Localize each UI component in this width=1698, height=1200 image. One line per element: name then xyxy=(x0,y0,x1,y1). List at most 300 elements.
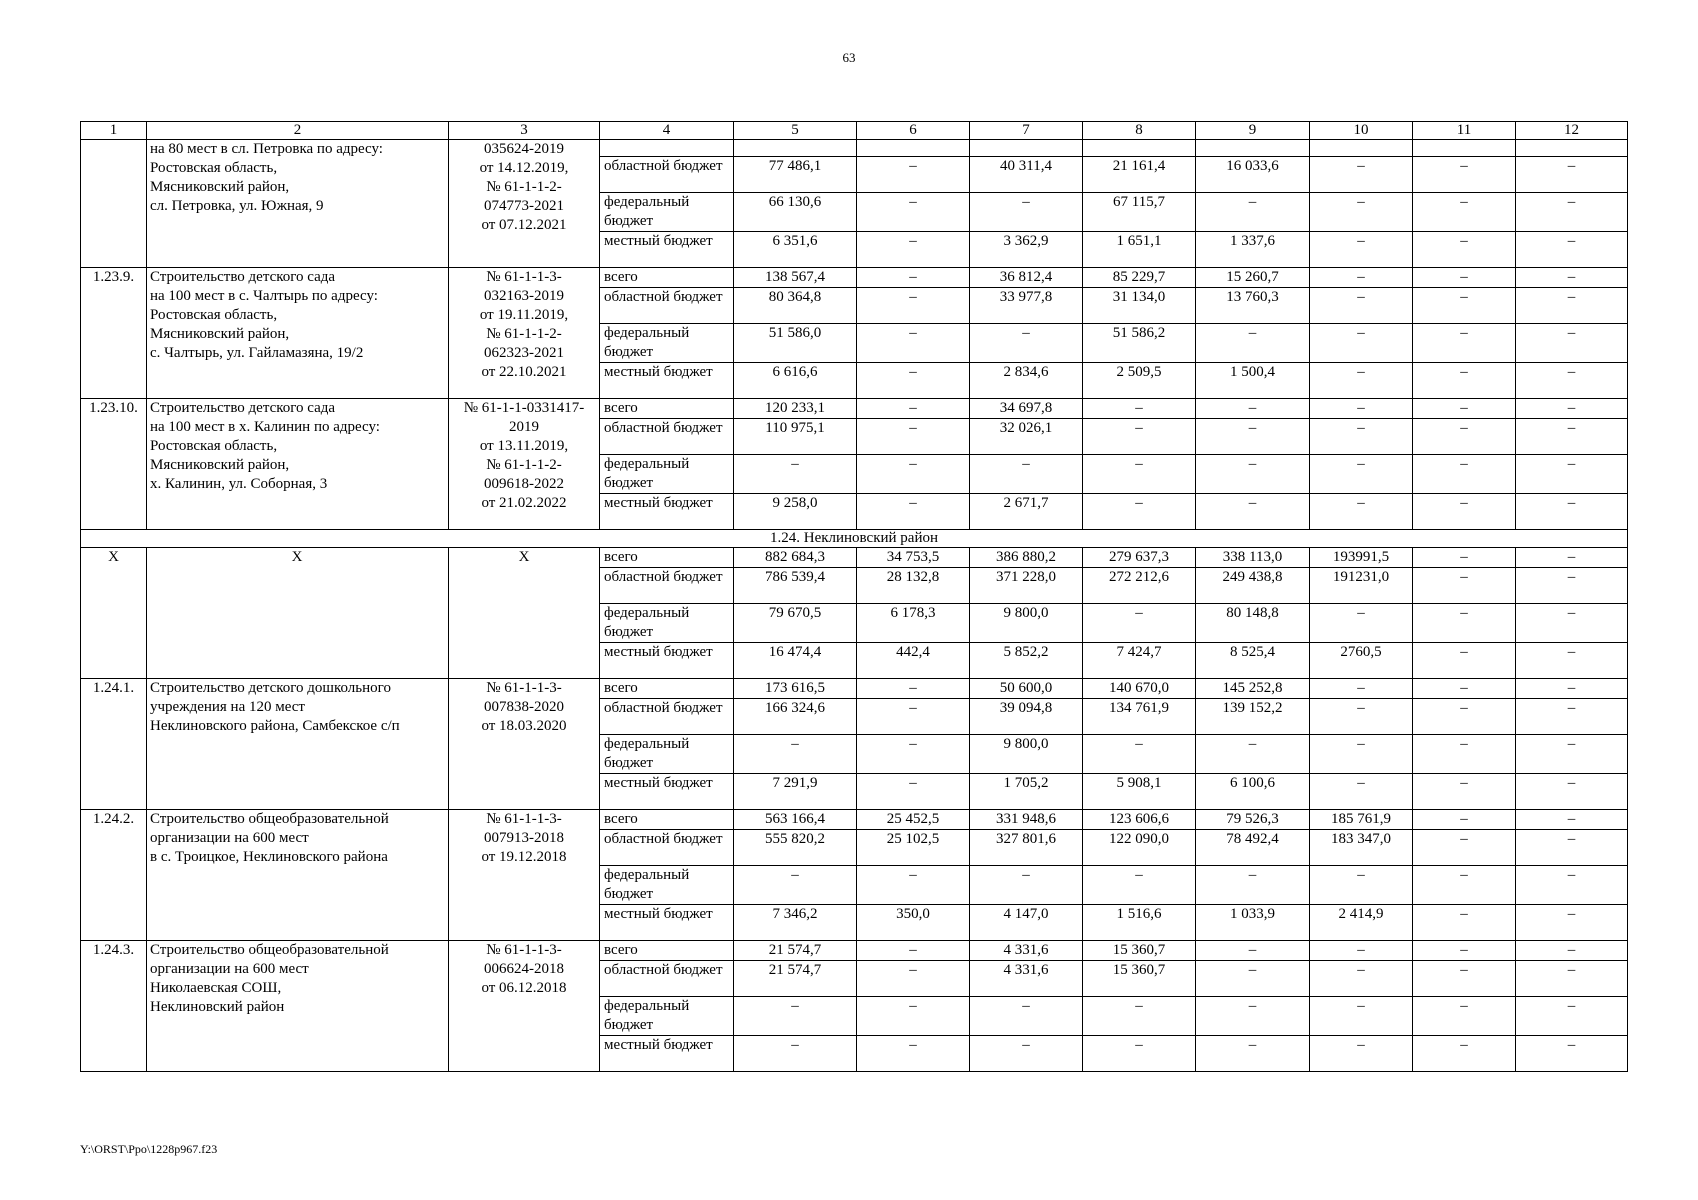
amount-cell: 34 753,5 xyxy=(857,548,970,568)
object-name xyxy=(147,140,449,268)
table-row xyxy=(81,548,1628,568)
budget-source: федеральный бюджет xyxy=(600,735,734,774)
object-name-line: организации на 600 мест xyxy=(150,961,309,977)
amount-cell: – xyxy=(857,774,970,810)
budget-source: областной бюджет xyxy=(600,699,734,735)
amount-cell: – xyxy=(1413,157,1516,193)
amount-cell: 183 347,0 xyxy=(1310,830,1413,866)
amount-cell: 140 670,0 xyxy=(1083,679,1196,699)
header-col-3: 3 xyxy=(449,122,600,140)
item-code: Х xyxy=(81,548,147,679)
amount-cell: 16 033,6 xyxy=(1196,157,1310,193)
permit-line: от 21.02.2022 xyxy=(481,495,567,511)
budget-source: федеральный бюджет xyxy=(600,604,734,643)
permit-line: от 14.12.2019, xyxy=(479,160,569,176)
amount-cell: 21 574,7 xyxy=(734,961,857,997)
amount-cell: 36 812,4 xyxy=(970,268,1083,288)
permit-line: № 61-1-1-2- xyxy=(486,179,562,195)
amount-cell: 7 346,2 xyxy=(734,905,857,941)
budget-source: федеральный бюджет xyxy=(600,324,734,363)
amount-cell: 139 152,2 xyxy=(1196,699,1310,735)
amount-cell: 4 331,6 xyxy=(970,961,1083,997)
budget-source: областной бюджет xyxy=(600,568,734,604)
budget-source xyxy=(600,140,734,157)
amount-cell: – xyxy=(1196,997,1310,1036)
amount-cell: – xyxy=(1413,604,1516,643)
amount-cell: – xyxy=(1516,548,1628,568)
amount-cell: – xyxy=(1516,288,1628,324)
permit-line: № 61-1-1-2- xyxy=(486,326,562,342)
amount-cell: 25 102,5 xyxy=(857,830,970,866)
amount-cell: – xyxy=(1310,997,1413,1036)
amount-cell: 79 526,3 xyxy=(1196,810,1310,830)
amount-cell: 8 525,4 xyxy=(1196,643,1310,679)
amount-cell: – xyxy=(1413,830,1516,866)
item-code xyxy=(81,140,147,268)
amount-cell: 9 800,0 xyxy=(970,735,1083,774)
amount-cell: – xyxy=(1413,1036,1516,1072)
table-row xyxy=(81,140,1628,157)
amount-cell: – xyxy=(1516,324,1628,363)
budget-source: областной бюджет xyxy=(600,288,734,324)
permit-line: от 13.11.2019, xyxy=(479,438,569,454)
amount-cell: 272 212,6 xyxy=(1083,568,1196,604)
amount-cell: 80 364,8 xyxy=(734,288,857,324)
header-col-11: 11 xyxy=(1413,122,1516,140)
permit-line: от 22.10.2021 xyxy=(481,364,567,380)
permit-line: № 61-1-1-3- xyxy=(486,811,562,827)
amount-cell: 7 424,7 xyxy=(1083,643,1196,679)
object-name-line: Х xyxy=(291,549,303,565)
amount-cell: – xyxy=(1516,679,1628,699)
budget-source: местный бюджет xyxy=(600,232,734,268)
section-row xyxy=(81,530,1628,548)
amount-cell: – xyxy=(1196,735,1310,774)
amount-cell: 1 337,6 xyxy=(1196,232,1310,268)
amount-cell: – xyxy=(1310,419,1413,455)
permit-line: 035624-2019 xyxy=(484,141,564,157)
amount-cell: 2 834,6 xyxy=(970,363,1083,399)
amount-cell: 66 130,6 xyxy=(734,193,857,232)
amount-cell: 193991,5 xyxy=(1310,548,1413,568)
amount-cell: – xyxy=(1083,455,1196,494)
amount-cell: 79 670,5 xyxy=(734,604,857,643)
object-name-line: Строительство детского дошкольного xyxy=(150,680,391,696)
amount-cell: 173 616,5 xyxy=(734,679,857,699)
permit-line: 006624-2018 xyxy=(484,961,564,977)
amount-cell: 120 233,1 xyxy=(734,399,857,419)
permit-line: 007913-2018 xyxy=(484,830,564,846)
header-col-10: 10 xyxy=(1310,122,1413,140)
amount-cell: – xyxy=(1516,568,1628,604)
item-code: 1.23.10. xyxy=(81,399,147,530)
budget-source: местный бюджет xyxy=(600,494,734,530)
amount-cell xyxy=(1310,140,1413,157)
amount-cell: – xyxy=(1413,699,1516,735)
amount-cell: – xyxy=(857,363,970,399)
amount-cell: – xyxy=(1310,774,1413,810)
amount-cell: – xyxy=(857,288,970,324)
amount-cell: 85 229,7 xyxy=(1083,268,1196,288)
budget-source: местный бюджет xyxy=(600,643,734,679)
amount-cell: 31 134,0 xyxy=(1083,288,1196,324)
amount-cell: – xyxy=(1196,419,1310,455)
amount-cell: 110 975,1 xyxy=(734,419,857,455)
amount-cell: – xyxy=(857,419,970,455)
permit-line: 074773-2021 xyxy=(484,198,564,214)
amount-cell xyxy=(1083,140,1196,157)
budget-source: всего xyxy=(600,679,734,699)
permit-details xyxy=(449,679,600,810)
amount-cell: – xyxy=(1413,399,1516,419)
amount-cell: – xyxy=(1413,568,1516,604)
header-col-9: 9 xyxy=(1196,122,1310,140)
amount-cell: 3 362,9 xyxy=(970,232,1083,268)
amount-cell xyxy=(734,140,857,157)
amount-cell: – xyxy=(1516,941,1628,961)
amount-cell: 1 651,1 xyxy=(1083,232,1196,268)
object-name-line: на 100 мест в х. Калинин по адресу: xyxy=(150,419,380,435)
amount-cell: – xyxy=(1413,941,1516,961)
permit-details xyxy=(449,268,600,399)
amount-cell: 350,0 xyxy=(857,905,970,941)
amount-cell: – xyxy=(1516,1036,1628,1072)
budget-source: всего xyxy=(600,268,734,288)
amount-cell: 145 252,8 xyxy=(1196,679,1310,699)
amount-cell: 51 586,2 xyxy=(1083,324,1196,363)
amount-cell: 123 606,6 xyxy=(1083,810,1196,830)
amount-cell: – xyxy=(857,455,970,494)
amount-cell: – xyxy=(1413,324,1516,363)
table-row xyxy=(81,268,1628,288)
object-name-line: Мясниковский район, xyxy=(150,179,290,195)
permit-line: 2019 xyxy=(509,419,539,435)
amount-cell: 4 331,6 xyxy=(970,941,1083,961)
header-row xyxy=(81,122,1628,140)
table-row xyxy=(81,399,1628,419)
amount-cell: 338 113,0 xyxy=(1196,548,1310,568)
amount-cell: – xyxy=(857,157,970,193)
item-code: 1.23.9. xyxy=(81,268,147,399)
amount-cell: – xyxy=(970,997,1083,1036)
object-name xyxy=(147,399,449,530)
object-name xyxy=(147,268,449,399)
budget-source: областной бюджет xyxy=(600,419,734,455)
header-col-12: 12 xyxy=(1516,122,1628,140)
object-name-line: Ростовская область, xyxy=(150,160,278,176)
amount-cell: 77 486,1 xyxy=(734,157,857,193)
amount-cell: 15 260,7 xyxy=(1196,268,1310,288)
permit-line: 032163-2019 xyxy=(484,288,564,304)
amount-cell xyxy=(1516,140,1628,157)
amount-cell: – xyxy=(857,941,970,961)
amount-cell: – xyxy=(857,232,970,268)
amount-cell: – xyxy=(1310,699,1413,735)
amount-cell: – xyxy=(1196,1036,1310,1072)
amount-cell: 138 567,4 xyxy=(734,268,857,288)
permit-line: от 07.12.2021 xyxy=(481,217,567,233)
amount-cell: – xyxy=(1413,419,1516,455)
budget-source: федеральный бюджет xyxy=(600,997,734,1036)
amount-cell: 15 360,7 xyxy=(1083,941,1196,961)
amount-cell: 134 761,9 xyxy=(1083,699,1196,735)
amount-cell: – xyxy=(1083,997,1196,1036)
amount-cell: – xyxy=(1310,961,1413,997)
amount-cell: – xyxy=(1196,324,1310,363)
amount-cell: – xyxy=(1413,548,1516,568)
amount-cell: 2760,5 xyxy=(1310,643,1413,679)
amount-cell xyxy=(1413,140,1516,157)
permit-line: 007838-2020 xyxy=(484,699,564,715)
amount-cell: 16 474,4 xyxy=(734,643,857,679)
amount-cell: 67 115,7 xyxy=(1083,193,1196,232)
amount-cell: 166 324,6 xyxy=(734,699,857,735)
amount-cell: – xyxy=(734,1036,857,1072)
amount-cell: – xyxy=(1083,419,1196,455)
amount-cell: – xyxy=(1413,905,1516,941)
amount-cell: 122 090,0 xyxy=(1083,830,1196,866)
amount-cell xyxy=(970,140,1083,157)
object-name-line: Строительство общеобразовательной xyxy=(150,942,389,958)
header-col-4: 4 xyxy=(600,122,734,140)
amount-cell: 191231,0 xyxy=(1310,568,1413,604)
budget-source: всего xyxy=(600,941,734,961)
amount-cell: – xyxy=(1196,866,1310,905)
amount-cell: – xyxy=(1310,193,1413,232)
budget-table xyxy=(80,121,1628,1072)
amount-cell: – xyxy=(1310,324,1413,363)
object-name-line: на 100 мест в с. Чалтырь по адресу: xyxy=(150,288,378,304)
permit-line: Х xyxy=(518,549,530,565)
amount-cell: 28 132,8 xyxy=(857,568,970,604)
item-code: 1.24.2. xyxy=(81,810,147,941)
permit-line: № 61-1-1-3- xyxy=(486,942,562,958)
object-name xyxy=(147,810,449,941)
permit-line: от 06.12.2018 xyxy=(481,980,567,996)
permit-line: № 61-1-1-3- xyxy=(486,680,562,696)
amount-cell: – xyxy=(734,866,857,905)
amount-cell: – xyxy=(857,866,970,905)
amount-cell: – xyxy=(1310,232,1413,268)
amount-cell: – xyxy=(1516,399,1628,419)
permit-line: 062323-2021 xyxy=(484,345,564,361)
amount-cell: 5 908,1 xyxy=(1083,774,1196,810)
amount-cell: – xyxy=(1083,866,1196,905)
amount-cell: 21 574,7 xyxy=(734,941,857,961)
amount-cell: – xyxy=(1310,157,1413,193)
amount-cell: 555 820,2 xyxy=(734,830,857,866)
amount-cell: – xyxy=(1516,193,1628,232)
header-col-7: 7 xyxy=(970,122,1083,140)
amount-cell: 249 438,8 xyxy=(1196,568,1310,604)
amount-cell: – xyxy=(1413,679,1516,699)
amount-cell: – xyxy=(1413,232,1516,268)
amount-cell: 80 148,8 xyxy=(1196,604,1310,643)
amount-cell: – xyxy=(1516,494,1628,530)
object-name-line: Мясниковский район, xyxy=(150,457,290,473)
amount-cell: – xyxy=(970,866,1083,905)
footer-file-path: Y:\ORST\Ppo\1228p967.f23 xyxy=(80,1142,218,1156)
amount-cell: – xyxy=(1413,997,1516,1036)
amount-cell: – xyxy=(1516,997,1628,1036)
object-name xyxy=(147,941,449,1072)
permit-line: № 61-1-1-3- xyxy=(486,269,562,285)
amount-cell: – xyxy=(1310,399,1413,419)
amount-cell: 371 228,0 xyxy=(970,568,1083,604)
object-name-line: Мясниковский район, xyxy=(150,326,290,342)
table-row xyxy=(81,679,1628,699)
amount-cell: – xyxy=(1196,941,1310,961)
amount-cell: 6 178,3 xyxy=(857,604,970,643)
amount-cell: – xyxy=(1196,494,1310,530)
amount-cell: 2 414,9 xyxy=(1310,905,1413,941)
object-name-line: Неклиновского района, Самбекское с/п xyxy=(150,718,400,734)
object-name-line: на 80 мест в сл. Петровка по адресу: xyxy=(150,141,383,157)
amount-cell: – xyxy=(1516,735,1628,774)
budget-source: местный бюджет xyxy=(600,363,734,399)
amount-cell: 563 166,4 xyxy=(734,810,857,830)
amount-cell: – xyxy=(1516,774,1628,810)
object-name-line: учреждения на 120 мест xyxy=(150,699,305,715)
item-code: 1.24.3. xyxy=(81,941,147,1072)
header-col-5: 5 xyxy=(734,122,857,140)
amount-cell: – xyxy=(857,997,970,1036)
amount-cell: – xyxy=(734,735,857,774)
budget-source: местный бюджет xyxy=(600,1036,734,1072)
amount-cell: 7 291,9 xyxy=(734,774,857,810)
permit-line: № 61-1-1-0331417- xyxy=(463,400,585,416)
permit-line: 009618-2022 xyxy=(484,476,564,492)
amount-cell: – xyxy=(1310,941,1413,961)
amount-cell: – xyxy=(1516,419,1628,455)
page-number: 63 xyxy=(842,50,856,65)
amount-cell: – xyxy=(1310,866,1413,905)
object-name-line: организации на 600 мест xyxy=(150,830,309,846)
amount-cell: – xyxy=(1413,193,1516,232)
amount-cell: – xyxy=(1413,494,1516,530)
amount-cell: 2 671,7 xyxy=(970,494,1083,530)
amount-cell: – xyxy=(1413,866,1516,905)
amount-cell: 33 977,8 xyxy=(970,288,1083,324)
amount-cell: 786 539,4 xyxy=(734,568,857,604)
amount-cell: – xyxy=(1196,193,1310,232)
amount-cell: 32 026,1 xyxy=(970,419,1083,455)
budget-source: местный бюджет xyxy=(600,774,734,810)
amount-cell: – xyxy=(1516,961,1628,997)
table-body xyxy=(81,122,1628,1072)
budget-source: федеральный бюджет xyxy=(600,455,734,494)
table-row xyxy=(81,941,1628,961)
object-name-line: с. Чалтырь, ул. Гайламазяна, 19/2 xyxy=(150,345,364,361)
permit-details xyxy=(449,140,600,268)
amount-cell: – xyxy=(1310,604,1413,643)
amount-cell: 279 637,3 xyxy=(1083,548,1196,568)
amount-cell: 50 600,0 xyxy=(970,679,1083,699)
object-name-line: Ростовская область, xyxy=(150,438,278,454)
amount-cell: 1 033,9 xyxy=(1196,905,1310,941)
amount-cell: – xyxy=(1516,232,1628,268)
amount-cell: – xyxy=(857,679,970,699)
header-col-1: 1 xyxy=(81,122,147,140)
amount-cell: 1 705,2 xyxy=(970,774,1083,810)
amount-cell: 15 360,7 xyxy=(1083,961,1196,997)
budget-source: областной бюджет xyxy=(600,961,734,997)
amount-cell: – xyxy=(734,997,857,1036)
amount-cell: – xyxy=(734,455,857,494)
amount-cell: 78 492,4 xyxy=(1196,830,1310,866)
amount-cell: – xyxy=(857,193,970,232)
amount-cell xyxy=(1196,140,1310,157)
amount-cell: 39 094,8 xyxy=(970,699,1083,735)
amount-cell: – xyxy=(1196,961,1310,997)
amount-cell: – xyxy=(1083,735,1196,774)
budget-source: федеральный бюджет xyxy=(600,866,734,905)
object-name-line: в с. Троицкое, Неклиновского района xyxy=(150,849,388,865)
permit-line: № 61-1-1-2- xyxy=(486,457,562,473)
object-name-line: Ростовская область, xyxy=(150,307,278,323)
amount-cell: – xyxy=(1083,604,1196,643)
amount-cell: – xyxy=(1413,810,1516,830)
object-name-line: Строительство детского сада xyxy=(150,400,336,416)
amount-cell: – xyxy=(1516,455,1628,494)
amount-cell: – xyxy=(1516,643,1628,679)
object-name-line: Неклиновский район xyxy=(150,999,285,1015)
amount-cell: 185 761,9 xyxy=(1310,810,1413,830)
amount-cell: – xyxy=(1413,363,1516,399)
permit-details xyxy=(449,399,600,530)
object-name-line: Строительство детского сада xyxy=(150,269,336,285)
amount-cell: – xyxy=(1083,1036,1196,1072)
amount-cell: – xyxy=(1413,288,1516,324)
object-name-line: Николаевская СОШ, xyxy=(150,980,282,996)
amount-cell: – xyxy=(1310,494,1413,530)
amount-cell: 386 880,2 xyxy=(970,548,1083,568)
budget-source: местный бюджет xyxy=(600,905,734,941)
amount-cell: 5 852,2 xyxy=(970,643,1083,679)
amount-cell: – xyxy=(1413,268,1516,288)
amount-cell: 6 351,6 xyxy=(734,232,857,268)
amount-cell: – xyxy=(970,193,1083,232)
budget-source: областной бюджет xyxy=(600,157,734,193)
amount-cell: 1 516,6 xyxy=(1083,905,1196,941)
amount-cell xyxy=(857,140,970,157)
budget-source: федеральный бюджет xyxy=(600,193,734,232)
item-code: 1.24.1. xyxy=(81,679,147,810)
object-name-line: Строительство общеобразовательной xyxy=(150,811,389,827)
object-name xyxy=(147,548,449,679)
permit-details xyxy=(449,810,600,941)
amount-cell: – xyxy=(857,494,970,530)
amount-cell: – xyxy=(1196,455,1310,494)
amount-cell: 51 586,0 xyxy=(734,324,857,363)
amount-cell: 2 509,5 xyxy=(1083,363,1196,399)
amount-cell: – xyxy=(1083,399,1196,419)
amount-cell: – xyxy=(1516,157,1628,193)
amount-cell: – xyxy=(1310,455,1413,494)
amount-cell: 25 452,5 xyxy=(857,810,970,830)
amount-cell: – xyxy=(1516,810,1628,830)
amount-cell: 9 800,0 xyxy=(970,604,1083,643)
permit-details xyxy=(449,548,600,679)
header-col-6: 6 xyxy=(857,122,970,140)
amount-cell: – xyxy=(1310,1036,1413,1072)
amount-cell: – xyxy=(1516,866,1628,905)
amount-cell: – xyxy=(1310,268,1413,288)
header-col-2: 2 xyxy=(147,122,449,140)
amount-cell: 331 948,6 xyxy=(970,810,1083,830)
permit-line: от 19.12.2018 xyxy=(481,849,567,865)
object-name-line: х. Калинин, ул. Соборная, 3 xyxy=(150,476,328,492)
